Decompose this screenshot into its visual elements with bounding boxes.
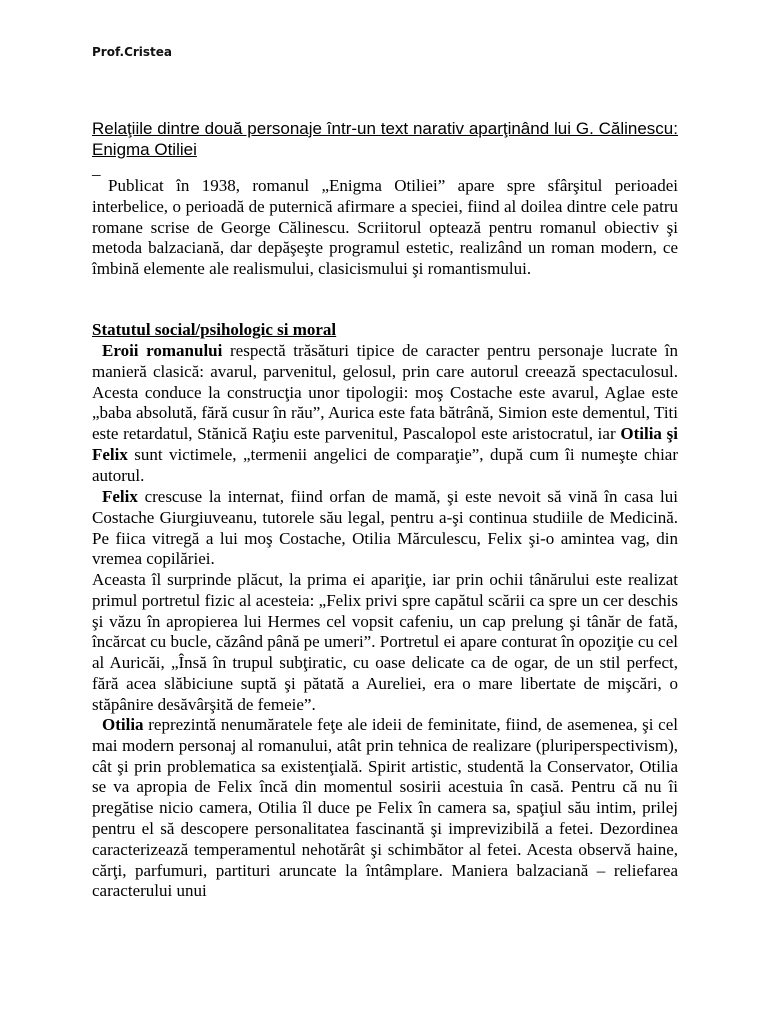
paragraph-text: crescuse la internat, fiind orfan de mamă, şi este nevoit să vină în casa lui Costache Giurgiuveanu, tutorele său legal, pentru a-şi continua studiile de Medicină. Pe fiica vitregă a lui moş Costache, Otilia Mărculescu, Felix şi-o amintea vag, din vremea copilăriei. — [92, 487, 678, 569]
section-heading: Statutul social/psihologic si moral — [92, 320, 337, 339]
paragraph-text: reprezintă nenumăratele feţe ale ideii de feminitate, fiind, de asemenea, şi cel mai modern personaj al romanului, atât prin tehnica de realizare (pluriperspectivism), cât şi prin problematica sa existenţială. Spirit artistic, studentă la Conservator, Otilia se va apropia de Felix încă din momentul sosirii acestuia în casă. Pentru că nu îi pregătise nicio camera, Otilia îl duce pe Felix în camera sa, spaţiul său intim, prilej pentru el să descopere personalitatea fascinantă şi imprevizibilă a fetei. Dezordinea caracterizează temperamentul nehotărât şi schimbător al fetei. Acesta observă haine, cărţi, parfumuri, partituri aruncate la întâmplare. Maniera balzaciană – reliefarea caracterului unui — [92, 715, 678, 901]
paragraph-text: sunt victimele, „termenii angelici de comparaţie”, după cum îi numeşte chiar autorul. — [92, 444, 678, 485]
paragraph-portrait: Aceasta îl surprinde plăcut, la prima ei apariţie, iar prin ochii tânărului este realizat primul portretul fizic al acesteia: „Felix privi spre capătul scării ca spre un cer deschis şi văzu în apropierea lui Hermes cel vopsit cafeniu, un cap prelung şi tânăr de fată, încărcat cu bucle, căzând până pe umeri”. Portretul ei apare conturat în opoziţie cu cel al Auricăi, „Însă în trupul subţiratic, cu oase delicate ca de ogar, de un stil perfect, fără acea slăbiciune suptă şi pătată a Aureliei, era o mare libertate de mişcări, o stăpânire desăvârşită de femeie”. — [92, 570, 678, 714]
separator-dash: _ — [92, 159, 101, 178]
intro-paragraph: Publicat în 1938, romanul „Enigma Otiliei” apare spre sfârşitul perioadei interbelice, o perioadă de puternică afirmare a speciei, fiind al doilea dintre cele patru romane scrise de George Călinescu. Scriitorul optează pentru romanul obiectiv şi metoda balzaciană, dar depăşeşte programul estetic, realizând un roman modern, ce îmbină elemente ale realismului, clasicismului şi romantismului. — [92, 176, 678, 279]
paragraph-lead-otilia: Otilia — [102, 715, 144, 734]
paragraph-text: respectă trăsături tipice de caracter pentru personaje lucrate în manieră clasică: avarul, parvenitul, gelosul, prin care autorul creează spectaculosul. Acesta conduce la construcţia unor tipologii: moş Costache este avarul, Aglae este „baba absolută, fără cusur în rău”, Aurica este fata bătrână, Simion este dementul, Titi este retardatul, Stănică Raţiu este parvenitul, Pascalopol este aristocratul, iar — [92, 341, 679, 444]
paragraph-lead-felix: Felix — [102, 487, 138, 506]
author-header: Prof.Cristea — [92, 45, 173, 59]
bold-names: Otilia şi Felix — [92, 424, 678, 464]
document-title: Relaţiile dintre două personaje într-un text narativ aparţinând lui G. Călinescu: Enigma Otiliei — [92, 119, 678, 159]
paragraph-otilia — [92, 715, 678, 902]
paragraph-lead-eroii: Eroii romanului — [102, 341, 223, 360]
paragraph-felix — [92, 487, 678, 570]
paragraph-eroii — [92, 341, 678, 487]
